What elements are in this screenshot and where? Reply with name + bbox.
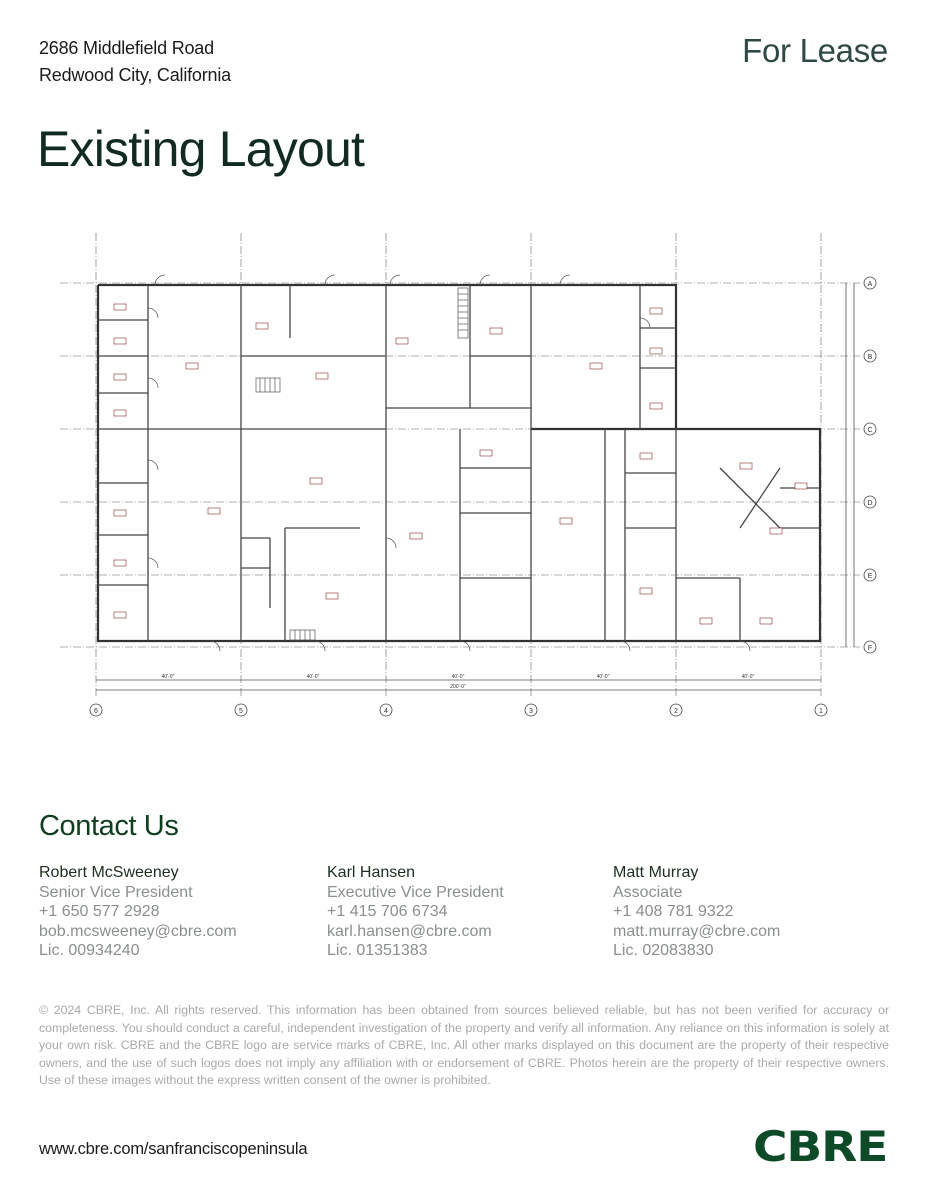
grid-row-d: D	[867, 500, 873, 507]
grid-row-f: F	[867, 645, 873, 652]
bay-dim-1: 40'-0"	[161, 674, 175, 680]
contact-email[interactable]: matt.murray@cbre.com	[613, 922, 781, 940]
overall-dim: 200'-0"	[450, 684, 466, 690]
contact-name: Robert McSweeney	[39, 864, 179, 881]
contact-license: Lic. 01351383	[327, 942, 428, 960]
contact-phone[interactable]: +1 415 706 6734	[327, 903, 448, 921]
contact-card-1	[39, 863, 237, 961]
grid-col-5: 5	[239, 708, 243, 715]
contact-card-2	[327, 863, 504, 961]
grid-col-1: 1	[819, 708, 823, 715]
bay-dim-2: 40'-0"	[306, 674, 320, 680]
grid-col-6: 6	[94, 708, 98, 715]
legal-disclaimer: © 2024 CBRE, Inc. All rights reserved. This information has been obtained from sources believed reliable, but has not been verified for accuracy or completeness. You should conduct a careful, independent investigation of the property and verify all information. Any reliance on this information is solely at your own risk. CBRE and the CBRE logo are service marks of CBRE, Inc. All other marks displayed on this document are the property of their respective owners, and the use of such logos does not imply any affiliation with or endorsement of CBRE. Photos herein are the property of their respective owners. Use of these images without the express written consent of the owner is prohibited.	[39, 1003, 889, 1088]
bay-dim-3: 40'-0"	[451, 674, 465, 680]
grid-row-c: C	[867, 427, 873, 434]
contact-card-3	[613, 863, 780, 961]
contact-heading: Contact Us	[39, 810, 179, 842]
address-line-2: Redwood City, California	[39, 65, 231, 85]
address-line-1: 2686 Middlefield Road	[39, 38, 214, 58]
contact-license: Lic. 00934240	[39, 942, 140, 960]
bay-dim-4: 40'-0"	[596, 674, 610, 680]
cbre-logo: CBRE	[753, 1122, 888, 1171]
contact-name: Karl Hansen	[327, 864, 416, 881]
lease-status: For Lease	[742, 32, 888, 69]
contact-phone[interactable]: +1 650 577 2928	[39, 903, 160, 921]
page-title: Existing Layout	[37, 121, 365, 177]
website-link[interactable]: www.cbre.com/sanfranciscopeninsula	[39, 1140, 308, 1158]
contact-email[interactable]: bob.mcsweeney@cbre.com	[39, 922, 237, 940]
grid-row-b: B	[867, 354, 873, 361]
contact-phone[interactable]: +1 408 781 9322	[613, 903, 734, 921]
contact-title: Associate	[613, 883, 683, 901]
grid-col-3: 3	[529, 708, 533, 715]
property-address	[39, 35, 231, 89]
grid-col-4: 4	[384, 708, 388, 715]
contact-license: Lic. 02083830	[613, 942, 714, 960]
floor-plan	[60, 228, 890, 718]
contact-name: Matt Murray	[613, 864, 699, 881]
grid-row-a: A	[867, 281, 873, 288]
contact-title: Executive Vice President	[327, 883, 504, 901]
grid-col-2: 2	[674, 708, 678, 715]
contact-email[interactable]: karl.hansen@cbre.com	[327, 922, 492, 940]
grid-row-e: E	[867, 573, 873, 580]
contact-title: Senior Vice President	[39, 883, 193, 901]
bay-dim-5: 40'-0"	[741, 674, 755, 680]
